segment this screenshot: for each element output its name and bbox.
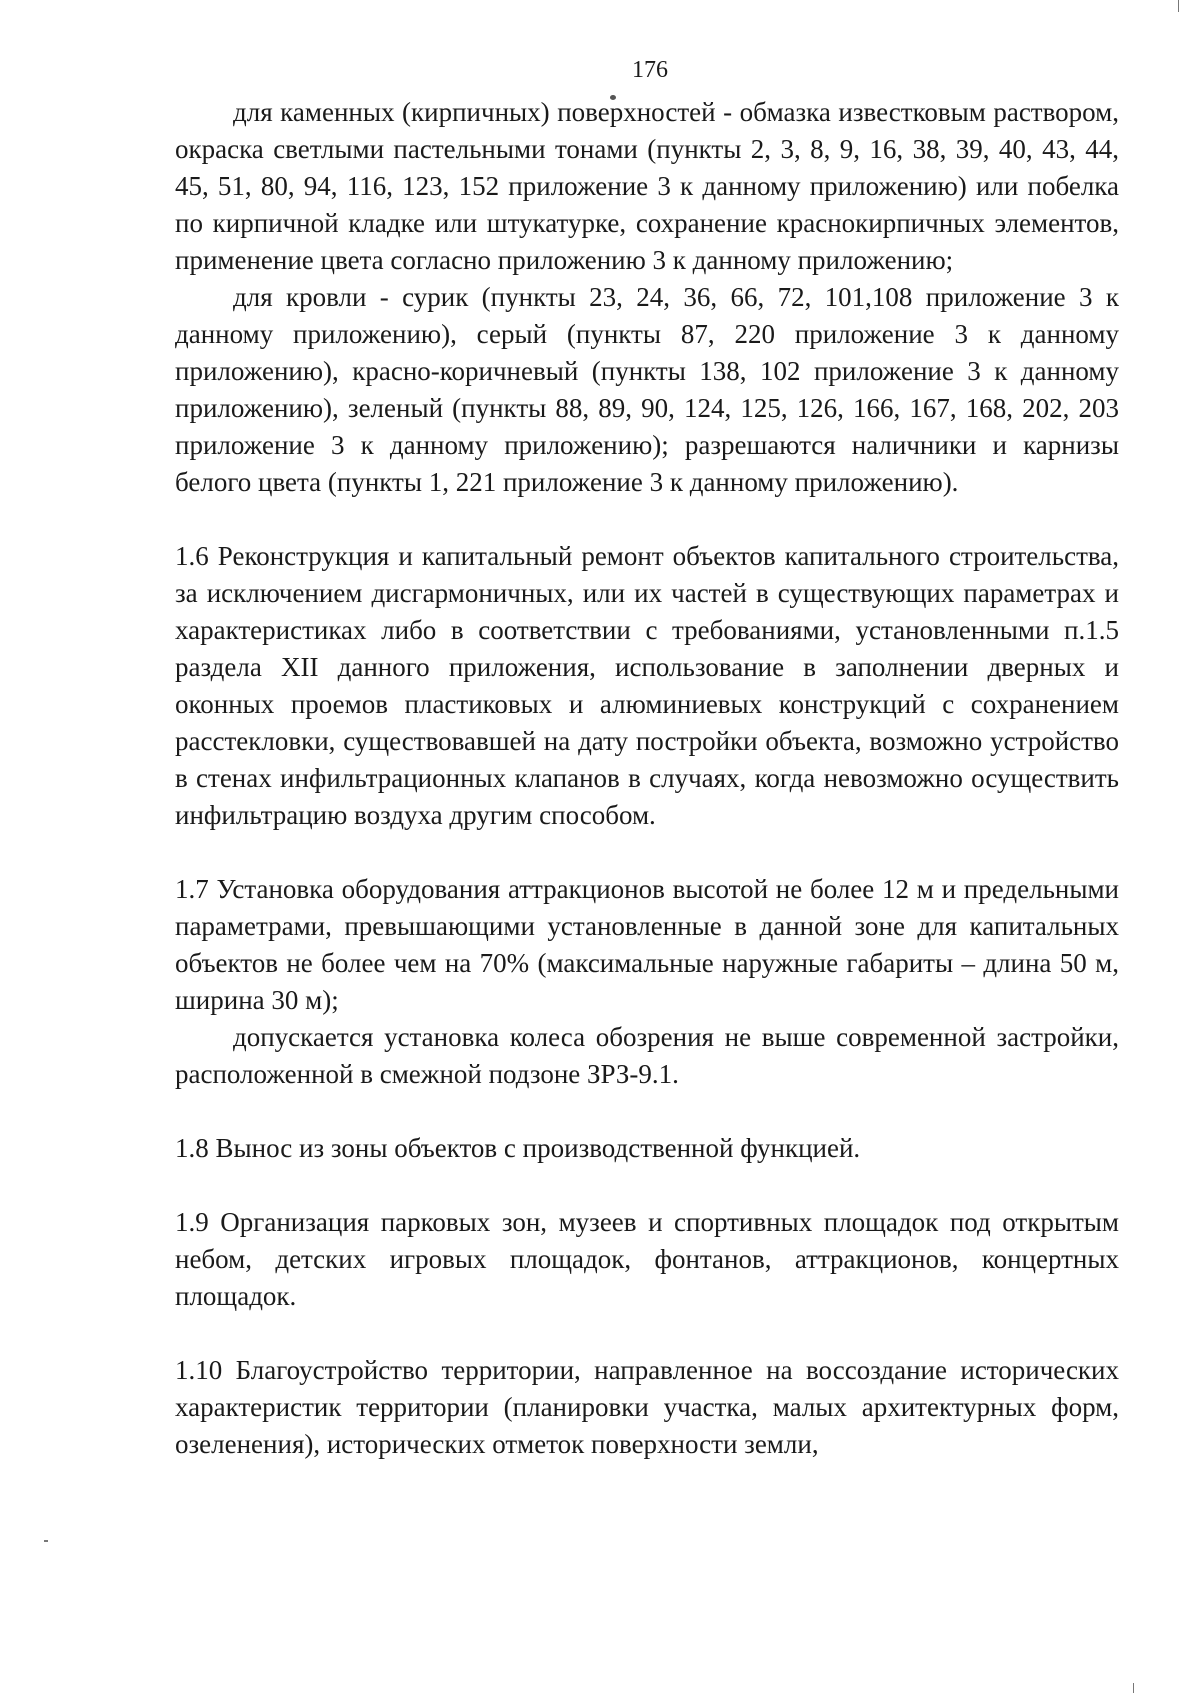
section-text: Установка оборудования аттракционов высотой не более 12 м и предельными параметрами, превышающими установленные в данной зоне для капитальных объектов не более чем на 70% (максимальные наружные габариты – длина 50 м, ширина 30 м); [175,874,1120,1015]
spacer [175,501,1119,538]
spacer [175,1167,1119,1204]
section-number: 1.9 [175,1207,209,1237]
section-number: 1.8 [175,1133,209,1163]
paragraph-text: для кровли - сурик (пункты 23, 24, 36, 66, 72, 101,108 приложение 3 к данному приложению), серый (пункты 87, 220 приложение 3 к данному приложению), красно-коричневый (пункты 138, 102 приложение 3 к данному приложению), зеленый (пункты 88, 89, 90, 124, 125, 126, 166, 167, 168, 202, 203 приложение 3 к данному приложению); разрешаются наличники и карнизы белого цвета (пункты 1, 221 приложение 3 к данному приложению). [175,282,1119,497]
section-1-8 [175,1130,1119,1167]
section-text: Организация парковых зон, музеев и спортивных площадок под открытым небом, детских игровых площадок, фонтанов, аттракционов, концертных площадок. [175,1207,1119,1311]
scan-edge-mark [44,1540,48,1542]
section-number: 1.6 [175,541,209,571]
paragraph [175,279,1119,501]
spacer [175,1315,1119,1352]
paragraph [175,94,1119,279]
paragraph-text: для каменных (кирпичных) поверхностей - обмазка известковым раствором, окраска светлыми пастельными тонами (пункты 2, 3, 8, 9, 16, 38, 39, 40, 43, 44, 45, 51, 80, 94, 116, 123, 152 приложение 3 к данному приложению) или побелка по кирпичной кладке или штукатурке, сохранение краснокирпичных элементов, применение цвета согласно приложению 3 к данному приложению; [175,97,1119,275]
section-1-7 [175,871,1119,1019]
document-body [175,94,1119,1463]
section-1-9 [175,1204,1119,1315]
paragraph [175,1019,1119,1093]
section-number: 1.10 [175,1355,223,1385]
scan-edge-mark [1178,0,1179,12]
scan-edge-mark [1133,1683,1134,1693]
paragraph-text: допускается установка колеса обозрения не выше современной застройки, расположенной в смежной подзоне ЗРЗ-9.1. [175,1022,1119,1089]
section-1-10 [175,1352,1119,1463]
section-text: Благоустройство территории, направленное на воссоздание исторических характеристик территории (планировки участка, малых архитектурных форм, озеленения), исторических отметок поверхности земли, [175,1355,1119,1459]
section-number: 1.7 [175,874,209,904]
page-number: 176 [632,57,668,83]
section-1-6 [175,538,1119,834]
spacer [175,834,1119,871]
section-text: Вынос из зоны объектов с производственной функцией. [215,1133,861,1163]
spacer [175,1093,1119,1130]
section-text: Реконструкция и капитальный ремонт объектов капитального строительства, за исключением дисгармоничных, или их частей в существующих параметрах и характеристиках либо в соответствии с требованиями, установленными п.1.5 раздела XII данного приложения, использование в заполнении дверных и оконных проемов пластиковых и алюминиевых конструкций с сохранением расстекловки, существовавшей на дату постройки объекта, возможно устройство в стенах инфильтрационных клапанов в случаях, когда невозможно осуществить инфильтрацию воздуха другим способом. [175,541,1119,830]
